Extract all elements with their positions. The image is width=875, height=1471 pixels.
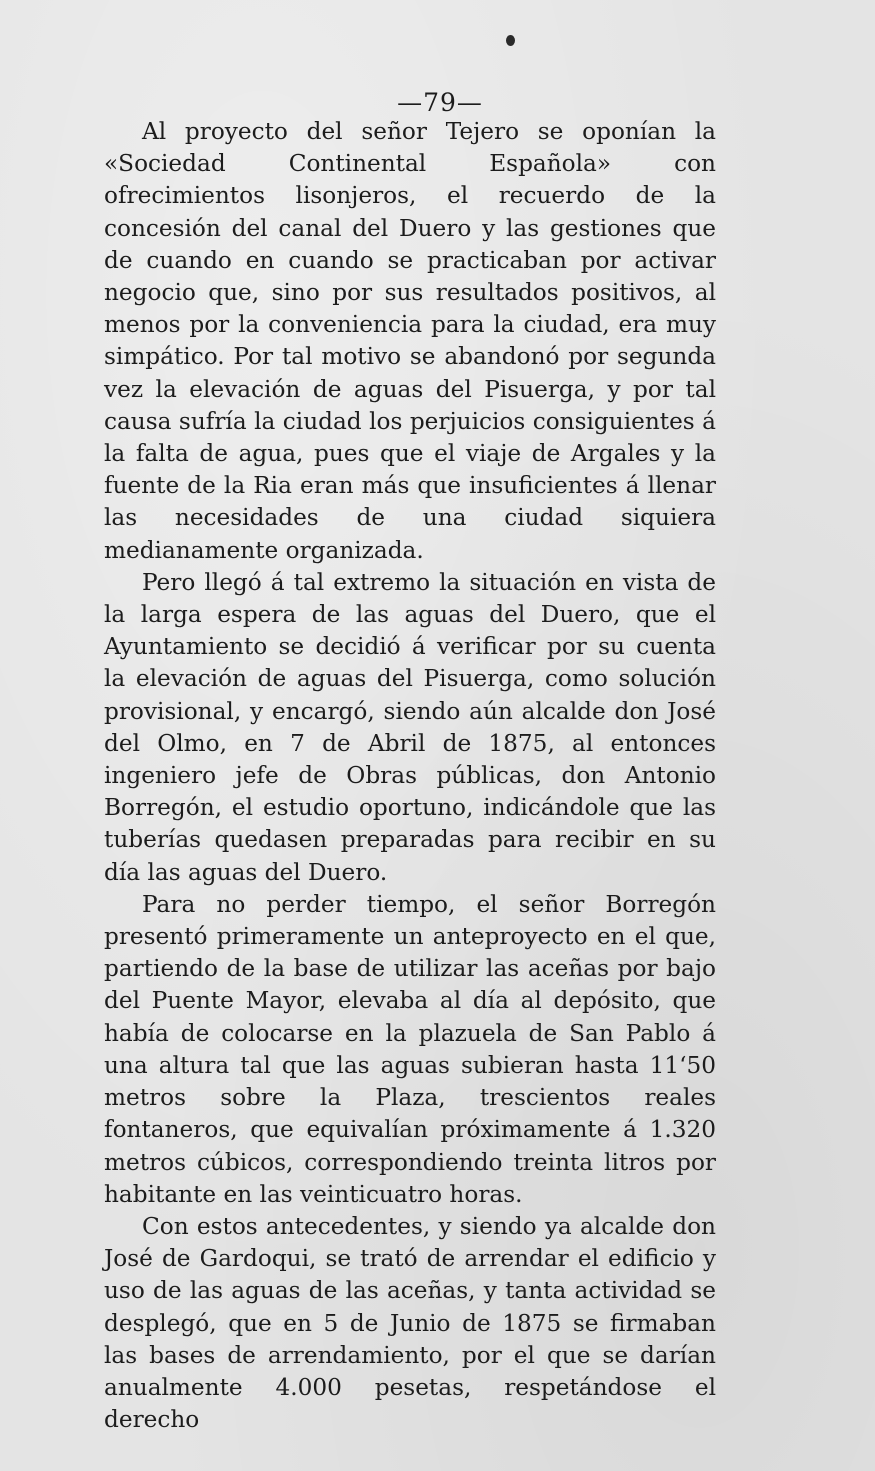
- paragraph-4: Con estos antecedentes, y siendo ya alcalde don José de Gardoqui, se trató de arrendar el edificio y uso de las aguas de las aceñas, y tanta actividad se desplegó, que en 5 de Junio de 1875 se firmaban las bases de arrendamiento, por el que se darían anualmente 4.000 pesetas, respetándose el derecho: [104, 1212, 716, 1434]
- ink-speck: [506, 35, 515, 46]
- paragraph-1: Al proyecto del señor Tejero se oponían la «Sociedad Continental Española» con ofrecimientos lisonjeros, el recuerdo de la concesión del canal del Duero y las gestiones que de cuando en cuando se practicaban por activar negocio que, sino por sus resultados positivos, al menos por la conveniencia para la ciudad, era muy simpático. Por tal motivo se abandonó por segunda vez la elevación de aguas del Pisuerga, y por tal causa sufría la ciudad los perjuicios consiguientes á la falta de agua, pues que el viaje de Argales y la fuente de la Ria eran más que insuficientes á llenar las necesidades de una ciudad siquiera medianamente organizada.: [104, 118, 716, 564]
- paragraph-3: Para no perder tiempo, el señor Borregón presentó primeramente un anteproyecto en el que, partiendo de la base de utilizar las aceñas por bajo del Puente Mayor, elevaba al día al depósito, que había de colocarse en la plazuela de San Pablo á una altura tal que las aguas subieran hasta 11‘50 metros sobre la Plaza, trescientos reales fontaneros, que equivalían próximamente á 1.320 metros cúbicos, correspondiendo treinta litros por habitante en las veinticuatro horas.: [104, 890, 716, 1208]
- page-number: —79—: [397, 88, 483, 117]
- body-text: [104, 116, 716, 1436]
- paragraph-2: Pero llegó á tal extremo la situación en vista de la larga espera de las aguas del Duero, que el Ayuntamiento se decidió á verificar por su cuenta la elevación de aguas del Pisuerga, como solución provisional, y encargó, siendo aún alcalde don José del Olmo, en 7 de Abril de 1875, al entonces ingeniero jefe de Obras públicas, don Antonio Borregón, el estudio oportuno, indicándole que las tuberías quedasen preparadas para recibir en su día las aguas del Duero.: [104, 568, 716, 886]
